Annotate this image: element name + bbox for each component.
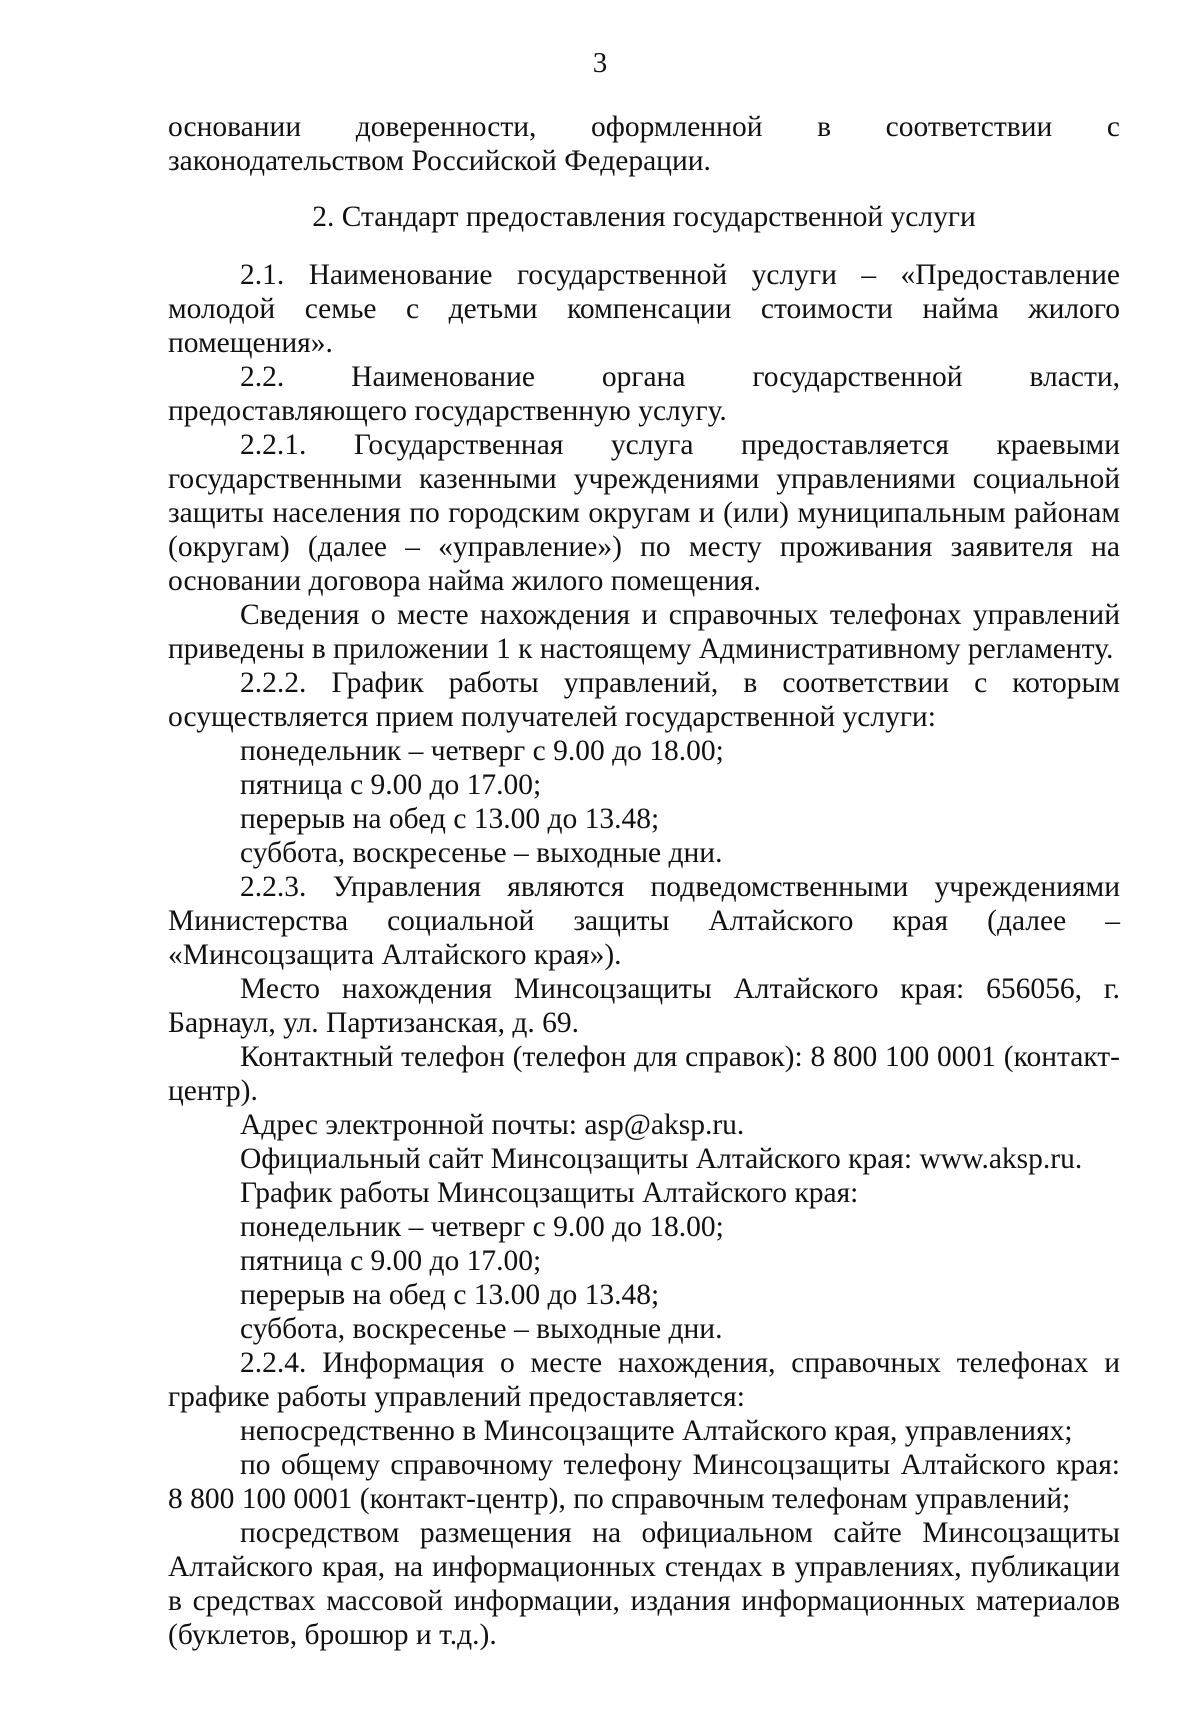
paragraph-2-2: 2.2. Наименование органа государственной власти, предоставляющего государственную услугу.	[168, 361, 1120, 427]
paragraph-website: Официальный сайт Минсоцзащиты Алтайского края: www.aksp.ru.	[240, 1143, 1083, 1175]
info-channel-direct: непосредственно в Минсоцзащите Алтайского края, управлениях;	[240, 1415, 1073, 1447]
schedule-line-weekend: суббота, воскресенье – выходные дни.	[240, 837, 723, 869]
paragraph-location: Место нахождения Минсоцзащиты Алтайского края: 656056, г. Барнаул, ул. Партизанская, д. 69.	[168, 973, 1120, 1039]
paragraph-2-2-3: 2.2.3. Управления являются подведомственными учреждениями Министерства социальной защиты Алтайского края (далее – «Минсоцзащита Алтайского края»).	[168, 871, 1120, 971]
paragraph-2-2-1: 2.2.1. Государственная услуга предоставляется краевыми государственными казенными учреждениями управлениями социальной защиты населения по городским округам и (или) муниципальным районам (округам) (далее – «управление») по месту проживания заявителя на основании договора найма жилого помещения.	[168, 429, 1120, 597]
section-title: 2. Стандарт предоставления государственной услуги	[312, 201, 976, 233]
paragraph-2-2-2: 2.2.2. График работы управлений, в соответствии с которым осуществляется прием получателей государственной услуги:	[168, 667, 1120, 733]
paragraph-email: Адрес электронной почты: asp@aksp.ru.	[240, 1109, 745, 1141]
ministry-schedule-lunch: перерыв на обед с 13.00 до 13.48;	[240, 1279, 660, 1311]
info-channel-publication: посредством размещения на официальном сайте Минсоцзащиты Алтайского края, на информационных стендах в управлениях, публикации в средствах массовой информации, издания информационных материалов (буклетов, брошюр и т.д.).	[168, 1517, 1120, 1651]
info-channel-phone: по общему справочному телефону Минсоцзащиты Алтайского края: 8 800 100 0001 (контакт-центр), по справочным телефонам управлений;	[168, 1449, 1120, 1515]
schedule-line-lunch: перерыв на обед с 13.00 до 13.48;	[240, 803, 660, 835]
ministry-schedule-weekdays: понедельник – четверг с 9.00 до 18.00;	[240, 1211, 724, 1243]
ministry-schedule-friday: пятница с 9.00 до 17.00;	[240, 1245, 542, 1277]
paragraph-2-1: 2.1. Наименование государственной услуги – «Предоставление молодой семье с детьми компенсации стоимости найма жилого помещения».	[168, 259, 1120, 359]
page-number: 3	[592, 47, 608, 79]
paragraph-continuation: основании доверенности, оформленной в соответствии с законодательством Российской Федерации.	[168, 111, 1120, 177]
paragraph-contacts-info: Сведения о месте нахождения и справочных телефонах управлений приведены в приложении 1 к настоящему Административному регламенту.	[168, 599, 1120, 665]
paragraph-2-2-4: 2.2.4. Информация о месте нахождения, справочных телефонах и графике работы управлений предоставляется:	[168, 1347, 1120, 1413]
paragraph-phone: Контактный телефон (телефон для справок): 8 800 100 0001 (контакт-центр).	[168, 1041, 1120, 1107]
ministry-schedule-weekend: суббота, воскресенье – выходные дни.	[240, 1313, 723, 1345]
schedule-line-friday: пятница с 9.00 до 17.00;	[240, 769, 542, 801]
paragraph-ministry-schedule: График работы Минсоцзащиты Алтайского края:	[240, 1177, 859, 1209]
document-body	[168, 110, 1120, 1652]
schedule-line-weekdays: понедельник – четверг с 9.00 до 18.00;	[240, 735, 724, 767]
